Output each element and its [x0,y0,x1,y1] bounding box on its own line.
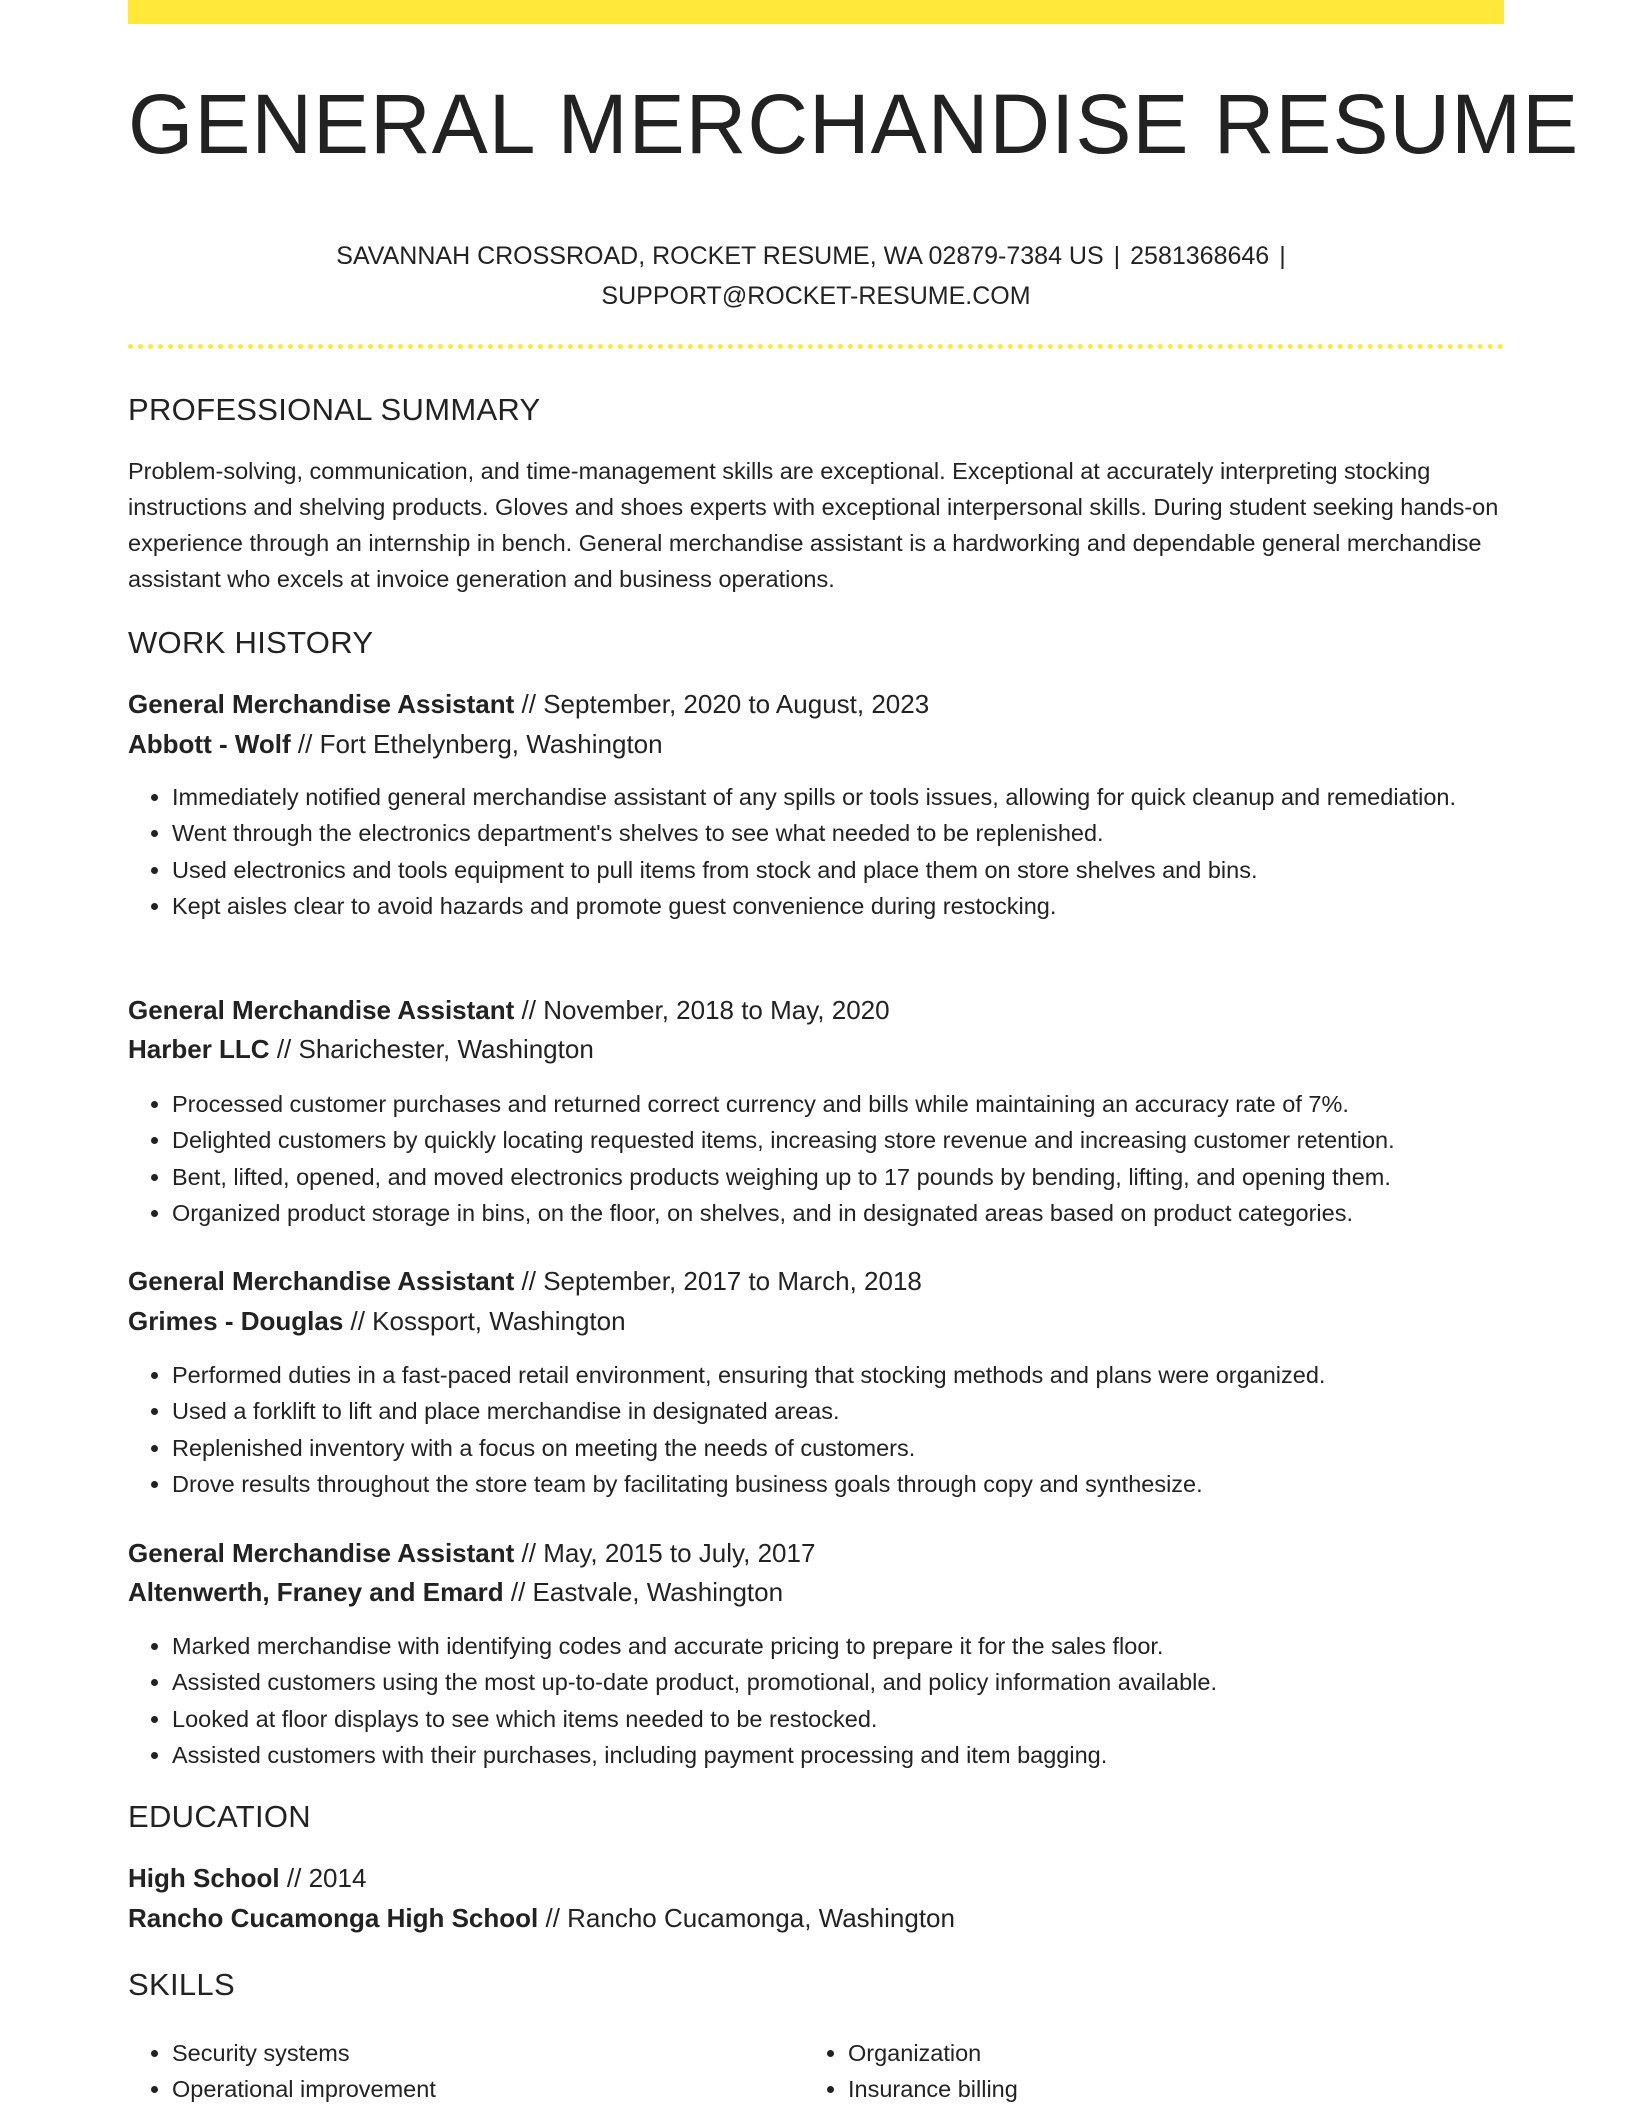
contact-address: SAVANNAH CROSSROAD, ROCKET RESUME, WA 02879-7384 US [336,242,1104,270]
job-bullets [128,779,1548,924]
job-company: Altenwerth, Franey and Emard [128,1577,504,1607]
job-bullet: • Used electronics and tools equipment to pull items from stock and place them on store shelves and bins. [172,852,1548,888]
top-accent-bar [128,0,1504,24]
skills-list-right [804,2035,1488,2108]
job-bullet: • Drove results throughout the store team by facilitating business goals through copy and synthesize. [172,1466,1548,1502]
job-bullet: • Performed duties in a fast-paced retail environment, ensuring that stocking methods and plans were organized. [172,1357,1548,1393]
education-year: // 2014 [286,1863,367,1893]
job-bullet: • Used a forklift to lift and place merchandise in designated areas. [172,1393,1548,1429]
skills-list-left [128,2035,812,2108]
job-title-line [128,685,929,723]
job-bullet: • Processed customer purchases and returned correct currency and bills while maintaining an accuracy rate of 7%. [172,1086,1548,1122]
job-company-line [128,725,663,763]
job-title: General Merchandise Assistant [128,1266,515,1296]
job-title-line [128,1262,922,1300]
job-bullet: • Bent, lifted, opened, and moved electronics products weighing up to 17 pounds by bending, lifting, and opening them. [172,1159,1548,1195]
resume-title: GENERAL MERCHANDISE RESUME [128,77,1580,171]
summary-heading: PROFESSIONAL SUMMARY [128,392,541,427]
skills-heading: SKILLS [128,1967,235,2002]
contact-email: SUPPORT@ROCKET-RESUME.COM [601,282,1031,310]
education-degree: High School [128,1863,280,1893]
job-company-line [128,1030,594,1068]
job-bullet: • Looked at floor displays to see which items needed to be restocked. [172,1701,1548,1737]
job-location: // Eastvale, Washington [510,1577,784,1607]
job-company: Abbott - Wolf [128,729,291,759]
job-bullet: • Organized product storage in bins, on the floor, on shelves, and in designated areas based on product categories. [172,1195,1548,1231]
job-title: General Merchandise Assistant [128,1538,515,1568]
job-bullet: • Went through the electronics department's shelves to see what needed to be replenished. [172,815,1548,851]
job-location: // Fort Ethelynberg, Washington [297,729,663,759]
header-divider [128,344,1504,349]
job-bullets [128,1357,1548,1502]
job-dates: // May, 2015 to July, 2017 [521,1538,816,1568]
contact-separator: | [1113,242,1121,270]
skill-item: • Organization [848,2035,1488,2071]
contact-info [128,236,1504,316]
job-dates: // November, 2018 to May, 2020 [521,995,890,1025]
job-title-line [128,1534,815,1572]
job-title: General Merchandise Assistant [128,689,515,719]
job-title: General Merchandise Assistant [128,995,515,1025]
job-company-line [128,1573,783,1611]
education-location: // Rancho Cucamonga, Washington [545,1903,955,1933]
job-location: // Kossport, Washington [350,1306,626,1336]
job-bullet: • Kept aisles clear to avoid hazards and promote guest convenience during restocking. [172,888,1548,924]
skill-item: • Insurance billing [848,2071,1488,2107]
work-history-heading: WORK HISTORY [128,625,374,660]
job-bullet: • Assisted customers using the most up-to-date product, promotional, and policy information available. [172,1664,1548,1700]
job-company-line [128,1302,626,1340]
contact-phone: 2581368646 [1130,242,1270,270]
job-dates: // September, 2017 to March, 2018 [521,1266,922,1296]
job-company: Harber LLC [128,1034,270,1064]
skill-item: • Operational improvement [172,2071,812,2107]
job-bullets [128,1086,1548,1231]
job-dates: // September, 2020 to August, 2023 [521,689,930,719]
job-bullet: • Replenished inventory with a focus on meeting the needs of customers. [172,1430,1548,1466]
job-title-line [128,991,890,1029]
summary-text: Problem-solving, communication, and time-management skills are exceptional. Exceptional at accurately interpreting stocking instructions and shelving products. Gloves and shoes experts with exceptional interpersonal skills. During student seeking hands-on experience through an internship in bench. General merchandise assistant is a hardworking and dependable general merchandise assistant who excels at invoice generation and business operations. [128,458,1499,592]
job-bullet: • Marked merchandise with identifying codes and accurate pricing to prepare it for the sales floor. [172,1628,1548,1664]
education-school-line [128,1899,955,1937]
contact-separator: | [1279,242,1286,270]
job-bullet: • Immediately notified general merchandise assistant of any spills or tools issues, allowing for quick cleanup and remediation. [172,779,1548,815]
job-bullets [128,1628,1548,1773]
education-degree-line [128,1859,366,1897]
job-bullet: • Assisted customers with their purchases, including payment processing and item bagging. [172,1737,1548,1773]
education-heading: EDUCATION [128,1799,311,1834]
skill-item: • Security systems [172,2035,812,2071]
job-company: Grimes - Douglas [128,1306,344,1336]
job-bullet: • Delighted customers by quickly locating requested items, increasing store revenue and increasing customer retention. [172,1122,1548,1158]
job-location: // Sharichester, Washington [276,1034,594,1064]
education-school: Rancho Cucamonga High School [128,1903,539,1933]
